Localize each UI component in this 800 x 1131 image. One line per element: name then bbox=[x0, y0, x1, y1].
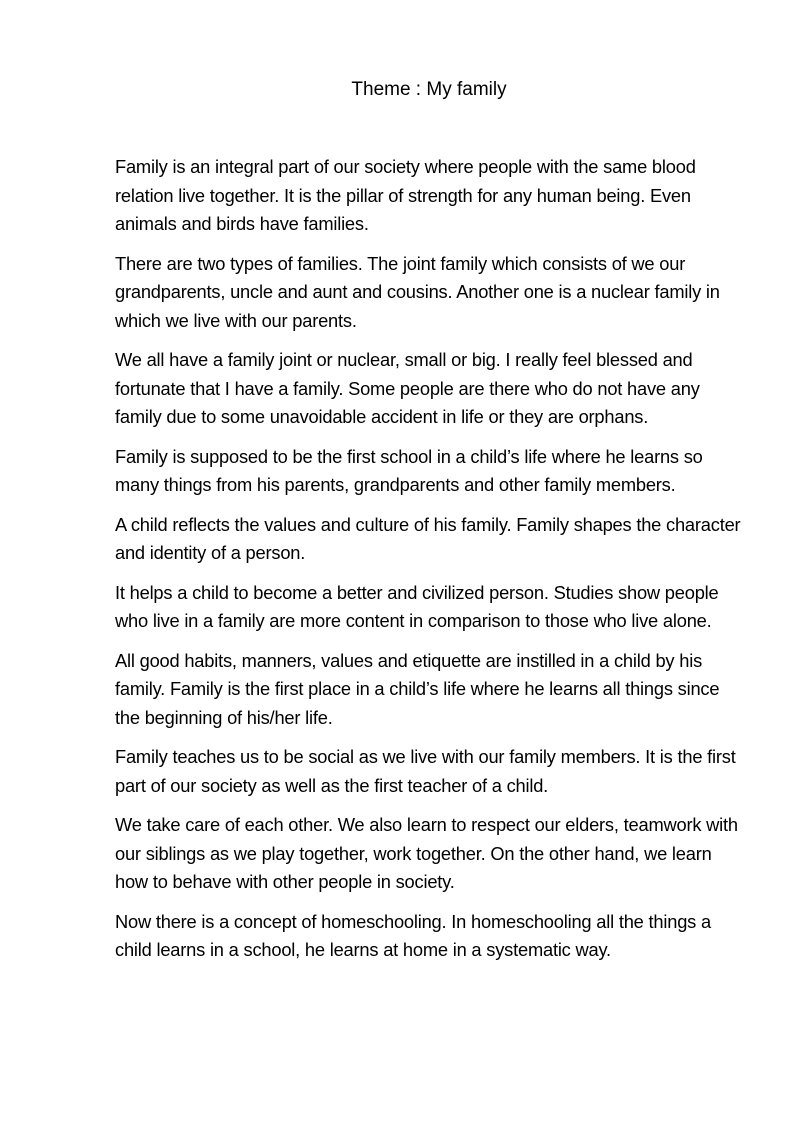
paragraph: All good habits, manners, values and etiquette are instilled in a child by his family. Family is the first place in a child’s life where he learns all things since the beginning of his/her life. bbox=[115, 649, 720, 728]
paragraph: Family is supposed to be the first school in a child’s life where he learns so many things from his parents, grandparents and other family members. bbox=[115, 445, 703, 496]
paragraph: Now there is a concept of homeschooling. In homeschooling all the things a child learns in a school, he learns at home in a systematic way. bbox=[115, 910, 711, 961]
paragraph: Family teaches us to be social as we live with our family members. It is the first part of our society as well as the first teacher of a child. bbox=[115, 746, 736, 796]
paragraph: There are two types of families. The joint family which consists of we our grandparents, uncle and aunt and cousins. Another one is a nuclear family in which we live with our parents. bbox=[115, 252, 720, 331]
page-title: Theme : My family bbox=[351, 79, 507, 100]
paragraph: It helps a child to become a better and civilized person. Studies show people who live in a family are more content in comparison to those who live alone. bbox=[115, 581, 719, 632]
paragraph: We take care of each other. We also learn to respect our elders, teamwork with our siblings as we play together, work together. On the other hand, we learn how to behave with other people in society. bbox=[115, 814, 738, 893]
paragraph: Family is an integral part of our society where people with the same blood relation live together. It is the pillar of strength for any human being. Even animals and birds have families. bbox=[115, 156, 696, 235]
paragraph: A child reflects the values and culture of his family. Family shapes the character and identity of a person. bbox=[115, 513, 741, 564]
paragraph: We all have a family joint or nuclear, small or big. I really feel blessed and fortunate that I have a family. Some people are there who do not have any family due to some unavoidable accident in life or they are orphans. bbox=[115, 349, 700, 428]
document-body bbox=[115, 153, 745, 976]
